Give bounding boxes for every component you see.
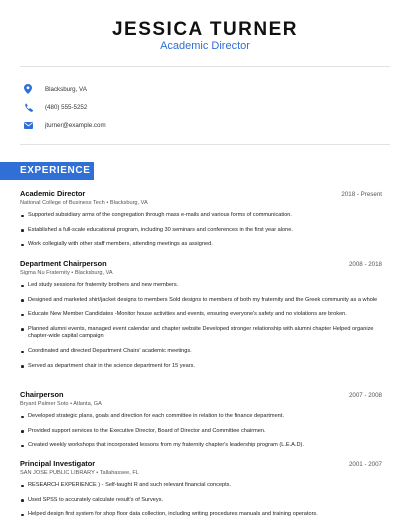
list-item: Coordinated and directed Department Chairs' academic meetings.: [20, 348, 382, 356]
job-entry: [20, 390, 382, 450]
job-org-line: SAN JOSE PUBLIC LIBRARY • Tallahassee, FL: [20, 470, 139, 476]
email-icon: [23, 120, 33, 130]
list-item: Provided support services to the Executive Director, Board of Director and Committee chairmen.: [20, 428, 382, 436]
job-date: 2018 - Present: [341, 191, 382, 198]
list-item: Led study sessions for fraternity brothers and new members.: [20, 282, 382, 290]
job-org: Sigma Nu Fraternity: [20, 270, 70, 276]
list-item: Used SPSS to accurately calculate result's of Surveys.: [20, 497, 382, 505]
divider: [20, 66, 390, 67]
job-entry: [20, 189, 382, 249]
list-item: Educate New Member Candidates -Monitor house activities and events, ensuring everyone's safety and no violations are broken.: [20, 311, 382, 319]
candidate-name: JESSICA TURNER: [111, 19, 299, 40]
job-date: 2007 - 2008: [348, 392, 382, 399]
list-item: Helped design first system for shop floor data collection, including writing procedures manuals and training operators.: [20, 511, 382, 519]
job-org: SAN JOSE PUBLIC LIBRARY: [20, 470, 95, 476]
job-location: Atlanta, GA: [73, 401, 102, 407]
job-bullets: [20, 282, 382, 370]
job-bullets: [20, 212, 382, 249]
job-date: 2001 - 2007: [348, 461, 382, 468]
job-location: Blacksburg, VA: [74, 270, 113, 276]
contact-phone: [23, 101, 87, 113]
job-bullets: [20, 482, 382, 519]
job-title: Department Chairperson: [20, 259, 107, 268]
email-link[interactable]: jturner@example.com: [45, 121, 106, 129]
job-org-line: Bryant Palmer Soto • Atlanta, GA: [20, 401, 102, 407]
list-item: Established a full-scale educational program, including 30 seminars and conferences in the first year alone.: [20, 227, 382, 235]
job-entry: [20, 459, 382, 519]
job-org-line: National College of Business Tech • Blacksburg, VA: [20, 200, 148, 206]
list-item: RESEARCH EXPERIENCE ) - Self-taught R and such relevant financial concepts.: [20, 482, 382, 490]
candidate-role: Academic Director: [160, 40, 250, 52]
job-org: National College of Business Tech: [20, 200, 105, 206]
phone-link[interactable]: (480) 555-5252: [45, 103, 88, 111]
job-org: Bryant Palmer Soto: [20, 401, 69, 407]
location-text: Blacksburg, VA: [45, 85, 87, 93]
contact-location: [23, 83, 87, 95]
job-org-line: Sigma Nu Fraternity • Blacksburg, VA: [20, 270, 113, 276]
list-item: Supported subsidiary arms of the congregation through mass e-mails and various forms of communication.: [20, 212, 382, 220]
list-item: Developed strategic plans, goals and direction for each committee in relation to the finance department.: [20, 413, 382, 421]
job-title: Academic Director: [20, 189, 86, 198]
phone-icon: [23, 102, 33, 112]
divider: [20, 144, 390, 145]
section-title-experience: EXPERIENCE: [0, 162, 94, 180]
list-item: Work collegially with other staff members, attending meetings as assigned.: [20, 241, 382, 249]
list-item: Created weekly workshops that incorporated lessons from my fraternity chapter's leadership program (L.E.A.D).: [20, 442, 382, 450]
job-location: Blacksburg, VA: [109, 200, 148, 206]
list-item: Planned alumni events, managed event calendar and chapter website Developed stronger relationship with alumni chapter Helped organize chapter-wide capital campaign: [20, 326, 382, 341]
job-title: Principal Investigator: [20, 459, 96, 468]
location-pin-icon: [23, 84, 33, 94]
job-date: 2008 - 2018: [348, 261, 382, 268]
job-bullets: [20, 413, 382, 450]
contact-email: [23, 119, 106, 131]
job-location: Tallahassee, FL: [99, 470, 139, 476]
job-entry: [20, 259, 382, 370]
job-title: Chairperson: [20, 390, 64, 399]
list-item: Designed and marketed shirt/jacket designs to members Sold designs to members of both my fraternity and the Greek community as a whole: [20, 297, 382, 305]
list-item: Served as department chair in the science department for 15 years.: [20, 363, 382, 371]
